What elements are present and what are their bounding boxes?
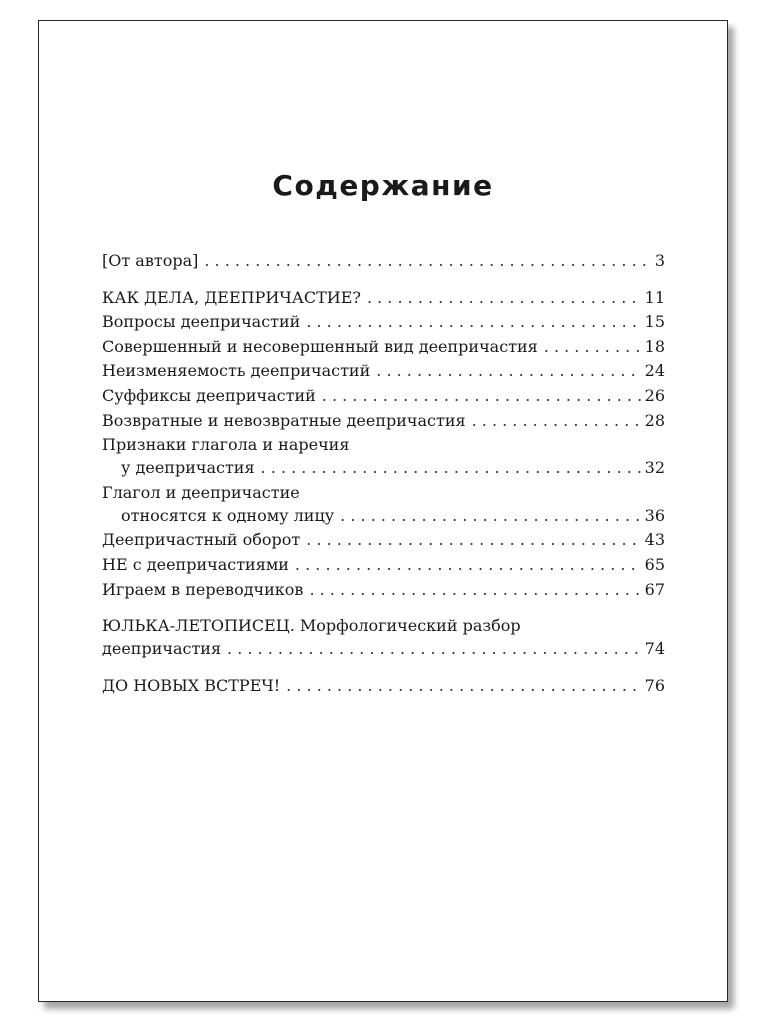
toc-entry-label: Совершенный и несовершенный вид деепричастия [102,336,538,356]
toc-entry-label: [От автора] [102,251,199,270]
toc-entry-label: КАК ДЕЛА, ДЕЕПРИЧАСТИЕ? [102,287,361,307]
dot-leader [306,310,641,335]
toc-page-number: 43 [644,530,665,550]
toc-section-heading-first-line [102,614,665,637]
dot-leader [204,249,651,274]
dot-leader [544,335,642,360]
toc-entry-label: Вопросы деепричастий [102,312,301,332]
dot-leader [286,674,641,699]
toc-page-number: 18 [644,336,665,356]
toc-section-heading [102,286,665,311]
dot-leader [376,359,641,384]
toc-entry-first-line [102,481,665,504]
toc-entry-label: ЮЛЬКА-ЛЕТОПИСЕЦ. Морфологический разбор [102,616,521,636]
page-title: Содержание [272,169,494,202]
toc-page-number: 76 [644,675,665,695]
dot-leader [340,504,641,529]
toc-page-number: 74 [644,639,665,659]
toc-entry-label: Признаки глагола и наречия [102,435,350,455]
dot-leader [322,384,642,409]
toc-entry-label: Деепричастный оборот [102,530,301,550]
toc-page-number: 65 [644,554,665,574]
toc-entry [102,359,665,384]
table-of-contents [102,249,665,698]
toc-page-number: 24 [644,361,665,381]
dot-leader [306,528,641,553]
dot-leader [472,409,642,434]
toc-section-heading [102,674,665,699]
toc-entry-label: относятся к одному лицу [121,505,335,525]
toc-page-number: 67 [644,579,665,599]
toc-page-number: 36 [644,505,665,525]
toc-entry-label: Неизменяемость деепричастий [102,361,371,381]
toc-entry-intro [102,249,665,274]
toc-entry-label: Возвратные и невозвратные деепричастия [102,410,466,430]
toc-entry [102,528,665,553]
toc-page-number: 11 [644,287,665,307]
dot-leader [227,637,642,662]
toc-page-number: 28 [644,410,665,430]
toc-entry [102,335,665,360]
toc-page-number: 32 [644,458,665,478]
toc-entry [102,553,665,578]
dot-leader [367,286,642,311]
toc-page-number: 15 [644,312,665,332]
toc-entry-first-line [102,433,665,456]
toc-entry-label: ДО НОВЫХ ВСТРЕЧ! [102,675,281,695]
toc-entry [102,384,665,409]
dot-leader [261,456,642,481]
toc-page-number: 3 [654,251,665,270]
toc-entry-label: НЕ с деепричастиями [102,554,289,574]
toc-entry-label: деепричастия [102,639,222,659]
toc-section-heading-continuation [102,637,665,662]
toc-entry-label: у деепричастия [121,458,255,478]
dot-leader [309,578,641,603]
toc-entry-label: Суффиксы деепричастий [102,385,316,405]
book-page [38,20,728,1002]
toc-entry-continuation [102,504,665,529]
toc-entry-label: Глагол и деепричастие [102,482,300,502]
toc-page-number: 26 [644,385,665,405]
toc-entry [102,409,665,434]
toc-entry-continuation [102,456,665,481]
dot-leader [295,553,642,578]
toc-entry [102,310,665,335]
toc-entry [102,578,665,603]
toc-entry-label: Играем в переводчиков [102,579,304,599]
